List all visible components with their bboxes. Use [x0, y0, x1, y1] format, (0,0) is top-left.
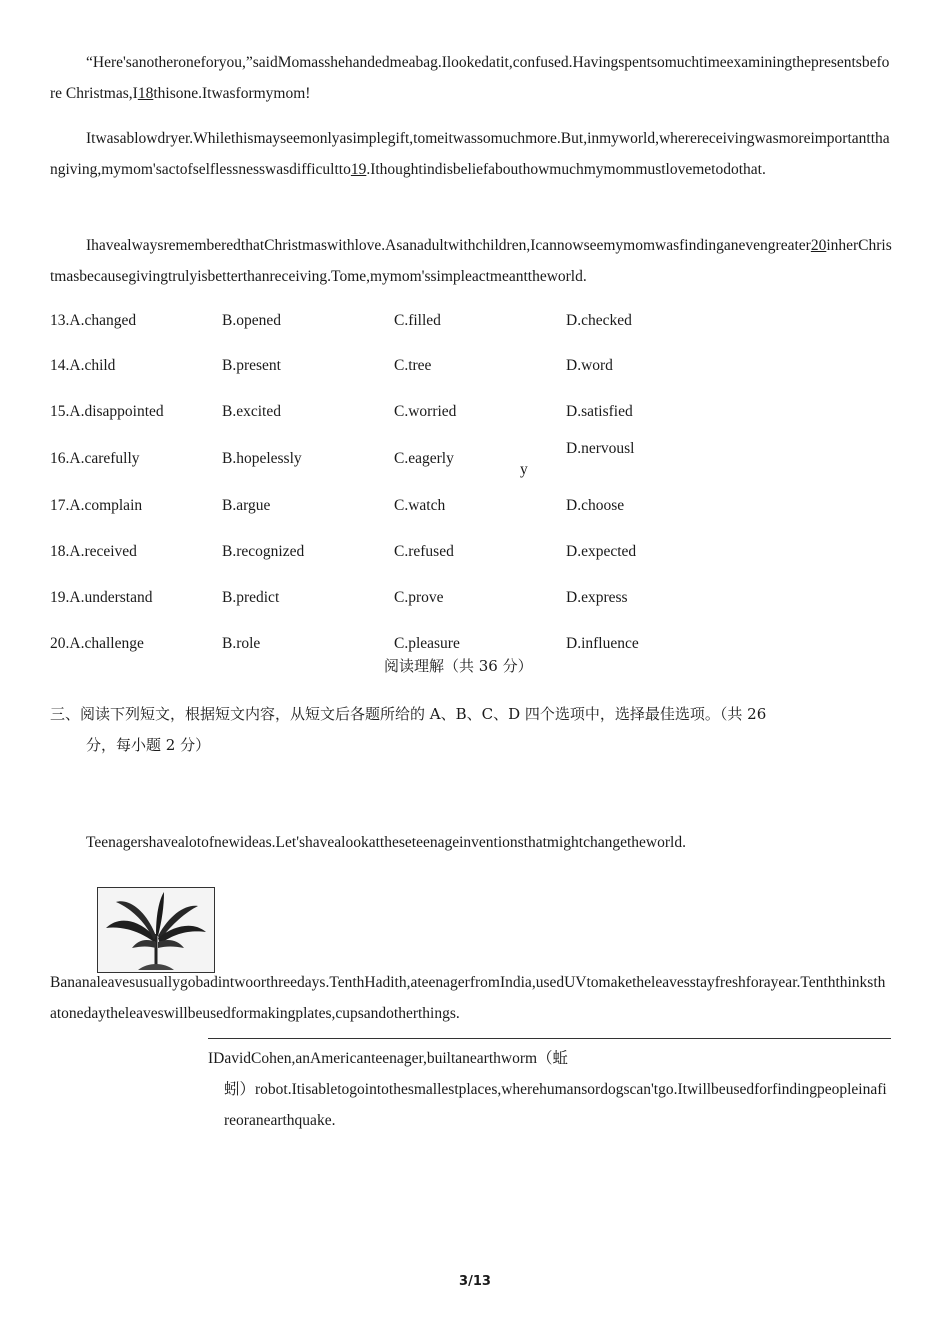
david-line-1: IDavidCohen,anAmericanteenager,builtanearthworm（蚯 [208, 1050, 569, 1067]
option-c: C.worried [394, 403, 457, 420]
paragraph-text: thisone.Itwasformymom! [153, 85, 311, 102]
option-d: D.choose [566, 497, 625, 514]
option-d: D.express [566, 589, 628, 606]
passage-paragraph-3 [50, 230, 892, 292]
option-a: 19.A.understand [50, 589, 153, 606]
option-c: C.refused [394, 543, 454, 560]
section-instructions [50, 699, 892, 761]
option-b: B.predict [222, 589, 280, 606]
paragraph-text: inherChristmasbecausegivingtrulyisbetterthanreceiving.Tome,mymom'ssimpleactmeanttheworld. [50, 237, 892, 285]
passage2-david-paragraph [208, 1043, 891, 1136]
option-d: D.word [566, 357, 613, 374]
option-b: B.hopelessly [222, 450, 302, 467]
option-a: 18.A.received [50, 543, 137, 560]
option-a: 16.A.carefully [50, 450, 140, 467]
reading-heading: 阅读理解（共 36 分） [384, 657, 533, 675]
option-a: 15.A.disappointed [50, 403, 164, 420]
blank-18: 18 [137, 85, 154, 102]
blank-19: 19 [350, 161, 367, 178]
option-c: C.watch [394, 497, 446, 514]
option-d: D.influence [566, 635, 639, 652]
option-b: B.present [222, 357, 281, 374]
passage2-intro: Teenagershavealotofnewideas.Let'shavealookattheseteenageinventionsthatmightchangetheworld. [86, 834, 686, 851]
blank-20: 20 [810, 237, 827, 254]
paragraph-text: IhavealwaysrememberedthatChristmaswithlove.Asanadultwithchildren,Icannowseemymomwasfindinganevengreater [86, 237, 811, 254]
passage2-banana-paragraph: Bananaleavesusuallygobadintwoorthreedays.TenthHadith,ateenagerfromIndia,usedUVtomaketheleavesstayfreshforayear.Tenththinksthatonedaytheleaveswillbeusedformakingplates,cupsandotherthings. [50, 974, 886, 1022]
paragraph-text: Itwasablowdryer.Whilethismayseemonlyasimplegift,tomeitwassomuchmore.But,inmyworld,wherereceivingwasmoreimportantthangiving,mymom'sactofselflessnesswasdifficultto [50, 130, 890, 178]
page-number: 3/13 [459, 1274, 491, 1289]
option-c: C.pleasure [394, 635, 460, 652]
option-b: B.opened [222, 312, 281, 329]
option-b: B.argue [222, 497, 271, 514]
banana-plant-icon [98, 888, 214, 972]
option-b: B.recognized [222, 543, 305, 560]
instruction-line-1: 三、阅读下列短文，根据短文内容，从短文后各题所给的 A、B、C、D 四个选项中，选择最佳选项。（共 26 [50, 705, 767, 723]
passage-paragraph-2 [50, 123, 892, 185]
option-a: 14.A.child [50, 357, 116, 374]
option-d: D.nervousl [566, 440, 635, 457]
option-c: C.eagerly [394, 450, 454, 467]
option-a: 17.A.complain [50, 497, 143, 514]
option-d-wrap: y [520, 461, 528, 478]
option-c: C.tree [394, 357, 432, 374]
paragraph-text: “Here'sanotheroneforyou,”saidMomasshehandedmeabag.Ilookedatit,confused.Havingspentsomuchtimeexaminingthepresentsbefore Christmas,I [50, 54, 890, 102]
david-rest: 蚓）robot.Itisabletogointothesmallestplaces,wherehumansordogscan'tgo.Itwillbeusedforfindingpeopleinafireoranearthquake. [224, 1081, 887, 1129]
option-c: C.filled [394, 312, 441, 329]
option-d: D.satisfied [566, 403, 633, 420]
option-c: C.prove [394, 589, 444, 606]
instruction-line-2: 分，每小题 2 分） [86, 736, 211, 754]
option-b: B.role [222, 635, 261, 652]
divider-line [208, 1038, 891, 1039]
passage-paragraph-1 [50, 47, 892, 109]
option-d: D.checked [566, 312, 632, 329]
banana-plant-image [97, 887, 215, 973]
option-d: D.expected [566, 543, 637, 560]
option-a: 13.A.changed [50, 312, 137, 329]
paragraph-text: .Ithoughtindisbeliefabouthowmuchmymommustlovemetodothat. [366, 161, 766, 178]
option-b: B.excited [222, 403, 281, 420]
option-a: 20.A.challenge [50, 635, 144, 652]
